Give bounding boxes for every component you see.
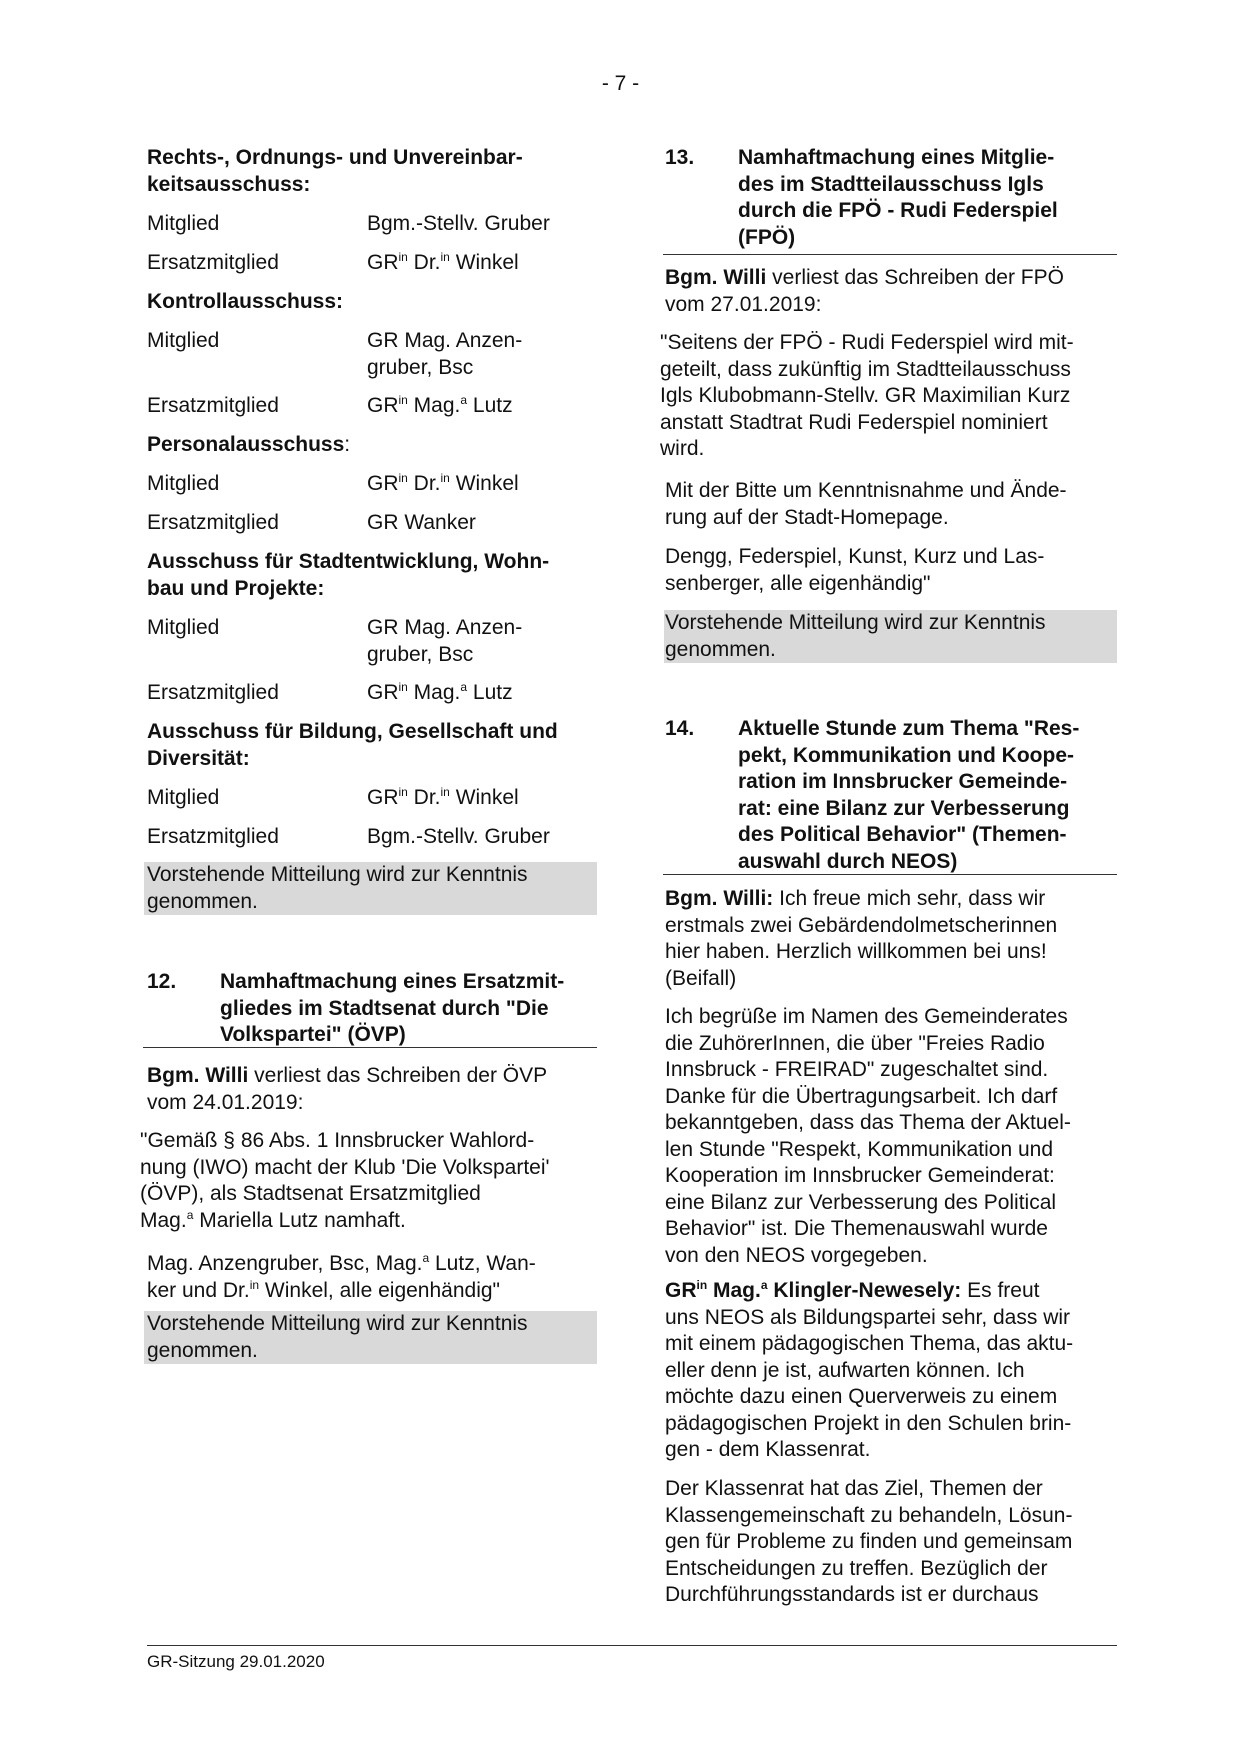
divider — [143, 1047, 597, 1048]
label-ersatzmitglied: Ersatzmitglied — [147, 681, 279, 704]
item-number: 13. — [665, 146, 695, 169]
label-ersatzmitglied: Ersatzmitglied — [147, 511, 279, 534]
item-title: Namhaftmachung eines Ersatzmit- gliedes im Stadtsenat durch "Die Volkspartei" (ÖVP) — [220, 970, 565, 1046]
kenntnis-notice: Vorstehende Mitteilung wird zur Kenntnis genommen. — [144, 1311, 597, 1364]
label-mitglied: Mitglied — [147, 786, 220, 809]
value-gruber: Bgm.-Stellv. Gruber — [367, 825, 550, 848]
item-13-intro: Bgm. Willi verliest das Schreiben der FPÖ vom 27.01.2019: — [665, 266, 1064, 316]
footer-session-date: GR-Sitzung 29.01.2020 — [147, 1652, 325, 1671]
item-number: 14. — [665, 717, 695, 740]
label-ersatzmitglied: Ersatzmitglied — [147, 825, 279, 848]
value-lutz: $GR^{in}$ Mag.$^a$ Lutz — [367, 680, 513, 704]
value-winkel: $GR^{in}$ Dr.$^{in}$ Winkel — [367, 471, 519, 495]
item-13-quote: "Seitens der FPÖ - Rudi Federspiel wird mit- geteilt, dass zukünftig im Stadtteilausschuss Igls Klubobmann-Stellv. GR Maximilian Kurz anstatt Stadtrat Rudi Federspiel nominiert wird. — [660, 331, 1074, 460]
divider — [663, 874, 1117, 875]
heading-rechtsausschuss: Rechts-, Ordnungs- und Unvereinbar- keitsausschuss: — [147, 146, 523, 196]
item-14-klassenrat: Der Klassenrat hat das Ziel, Themen der Klassengemeinschaft zu behandeln, Lösun- gen für Probleme zu finden und gemeinsam Entscheidungen zu treffen. Bezüglich der Durchführungsstandards ist er durchaus — [665, 1477, 1073, 1606]
item-13-signatures: Dengg, Federspiel, Kunst, Kurz und Las- senberger, alle eigenhändig" — [665, 545, 1045, 595]
item-12-quote: "Gemäß § 86 Abs. 1 Innsbrucker Wahlord- nung (IWO) macht der Klub 'Die Volkspartei' (ÖVP), als Stadtsenat Ersatzmitglied Mag.$^a$ Mariella Lutz namhaft. — [140, 1129, 550, 1232]
heading-stadtentwicklung: Ausschuss für Stadtentwicklung, Wohn- bau und Projekte: — [147, 550, 550, 600]
item-13-request: Mit der Bitte um Kenntnisnahme und Ände- rung auf der Stadt-Homepage. — [665, 479, 1067, 529]
item-12-signatures: Mag. Anzengruber, Bsc, Mag.$^a$ Lutz, Wan- ker und Dr.$^{in}$ Winkel, alle eigenhändig" — [147, 1251, 536, 1302]
item-14-neos-statement: $GR^{in}$ Mag.$^a$ Klingler-Newesely: Es freut uns NEOS als Bildungspartei sehr, dass wir mit einem pädagogischen Thema, das aktu- eller denn je ist, aufwarten können. Ich möchte dazu einen Querverweis zu einem pädagogischen Projekt in den Schulen brin- gen - dem Klassenrat. — [665, 1278, 1074, 1461]
label-mitglied: Mitglied — [147, 329, 220, 352]
value-lutz: $GR^{in}$ Mag.$^a$ Lutz — [367, 393, 513, 417]
value-winkel: $GR^{in}$ Dr.$^{in}$ Winkel — [367, 785, 519, 809]
label-mitglied: Mitglied — [147, 472, 220, 495]
item-title: Namhaftmachung eines Mitglie- des im Stadtteilausschuss Igls durch die FPÖ - Rudi Federspiel (FPÖ) — [738, 146, 1058, 249]
label-mitglied: Mitglied — [147, 212, 220, 235]
kenntnis-notice: Vorstehende Mitteilung wird zur Kenntnis genommen. — [664, 610, 1117, 663]
value-winkel: $GR^{in}$ Dr.$^{in}$ Winkel — [367, 250, 519, 274]
value-anzengruber: GR Mag. Anzen- gruber, Bsc — [367, 616, 523, 666]
divider — [663, 254, 1117, 255]
item-number: 12. — [147, 970, 177, 993]
label-ersatzmitglied: Ersatzmitglied — [147, 251, 279, 274]
item-title: Aktuelle Stunde zum Thema "Res- pekt, Kommunikation und Koope- ration im Innsbrucker Gemeinde- rat: eine Bilanz zur Verbesserung des Political Behavior" (Themen- auswahl durch NEOS) — [738, 717, 1080, 873]
footer-divider — [147, 1645, 1117, 1646]
item-14-announcement: Ich begrüße im Namen des Gemeinderates die ZuhörerInnen, die über "Freies Radio Innsbruck - FREIRAD" zugeschaltet sind. Danke für die Übertragungsarbeit. Ich darf bekanntgeben, dass das Thema der Aktuel- len Stunde "Respekt, Kommunikation und Kooperation im Innsbrucker Gemeinderat: eine Bilanz zur Verbesserung des Political Behavior" ist. Die Themenauswahl wurde von den NEOS vorgegeben. — [665, 1005, 1071, 1267]
label-ersatzmitglied: Ersatzmitglied — [147, 394, 279, 417]
heading-personalausschuss: Personalausschuss: — [147, 433, 351, 456]
label-mitglied: Mitglied — [147, 616, 220, 639]
kenntnis-notice: Vorstehende Mitteilung wird zur Kenntnis genommen. — [144, 862, 597, 915]
item-12-intro: Bgm. Willi verliest das Schreiben der ÖVP vom 24.01.2019: — [147, 1064, 548, 1114]
item-14-welcome: Bgm. Willi: Ich freue mich sehr, dass wir erstmals zwei Gebärdendolmetscherinnen hier haben. Herzlich willkommen bei uns! (Beifall) — [665, 887, 1058, 990]
value-wanker: GR Wanker — [367, 511, 476, 534]
heading-bildung: Ausschuss für Bildung, Gesellschaft und Diversität: — [147, 720, 558, 770]
value-anzengruber: GR Mag. Anzen- gruber, Bsc — [367, 329, 523, 379]
page-number: - 7 - — [601, 72, 640, 95]
value-gruber: Bgm.-Stellv. Gruber — [367, 212, 550, 235]
heading-kontrollausschuss: Kontrollausschuss: — [147, 290, 344, 313]
